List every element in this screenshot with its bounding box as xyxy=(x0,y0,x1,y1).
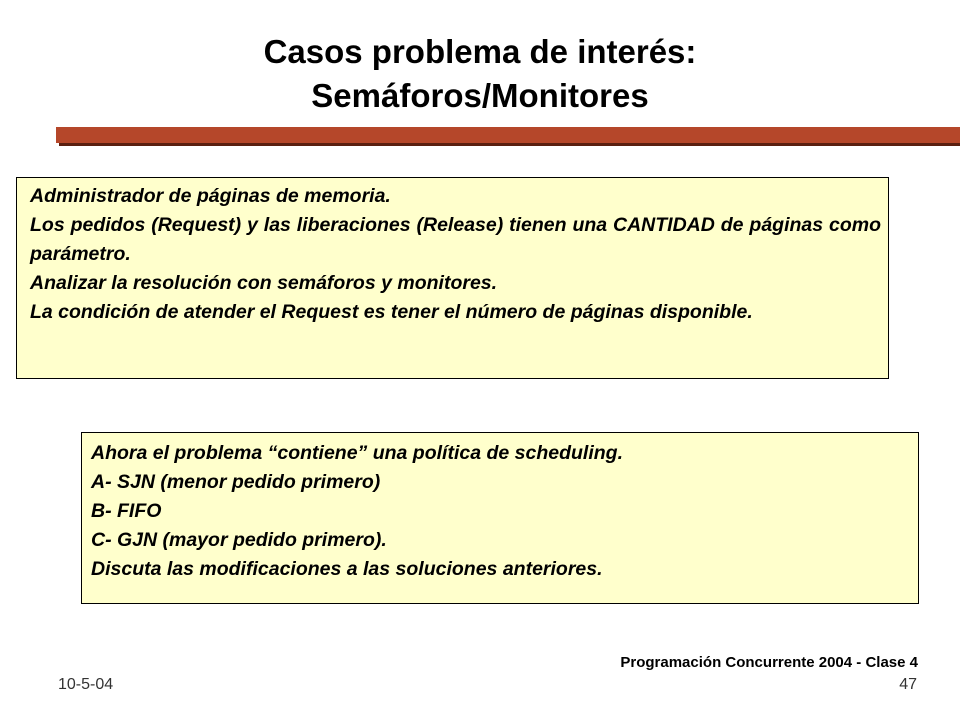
policy-line-5: Discuta las modificaciones a las soluciones anteriores. xyxy=(91,558,603,580)
slide-title xyxy=(0,30,960,118)
footer-course-title: Programación Concurrente 2004 - Clase 4 xyxy=(620,654,918,671)
problem-line-4: La condición de atender el Request es tener el número de páginas disponible. xyxy=(30,301,753,323)
problem-line-1: Administrador de páginas de memoria. xyxy=(30,185,391,207)
policy-line-1: Ahora el problema “contiene” una política de scheduling. xyxy=(91,442,624,464)
problem-line-2: Los pedidos (Request) y las liberaciones (Release) tienen una CANTIDAD de páginas como parámetro. xyxy=(30,214,881,265)
policy-line-4: C- GJN (mayor pedido primero). xyxy=(91,529,387,551)
scheduling-policy-box xyxy=(81,432,919,604)
slide-title-line-2: Semáforos/Monitores xyxy=(311,77,649,114)
footer-page-number: 47 xyxy=(899,676,917,693)
title-underline-bar xyxy=(56,127,960,143)
footer-date: 10-5-04 xyxy=(58,676,114,693)
problem-description-box xyxy=(16,177,889,379)
policy-line-2: A- SJN (menor pedido primero) xyxy=(91,471,381,493)
policy-line-3: B- FIFO xyxy=(91,500,162,522)
slide-title-line-1: Casos problema de interés: xyxy=(263,33,697,70)
problem-line-3: Analizar la resolución con semáforos y monitores. xyxy=(30,272,498,294)
